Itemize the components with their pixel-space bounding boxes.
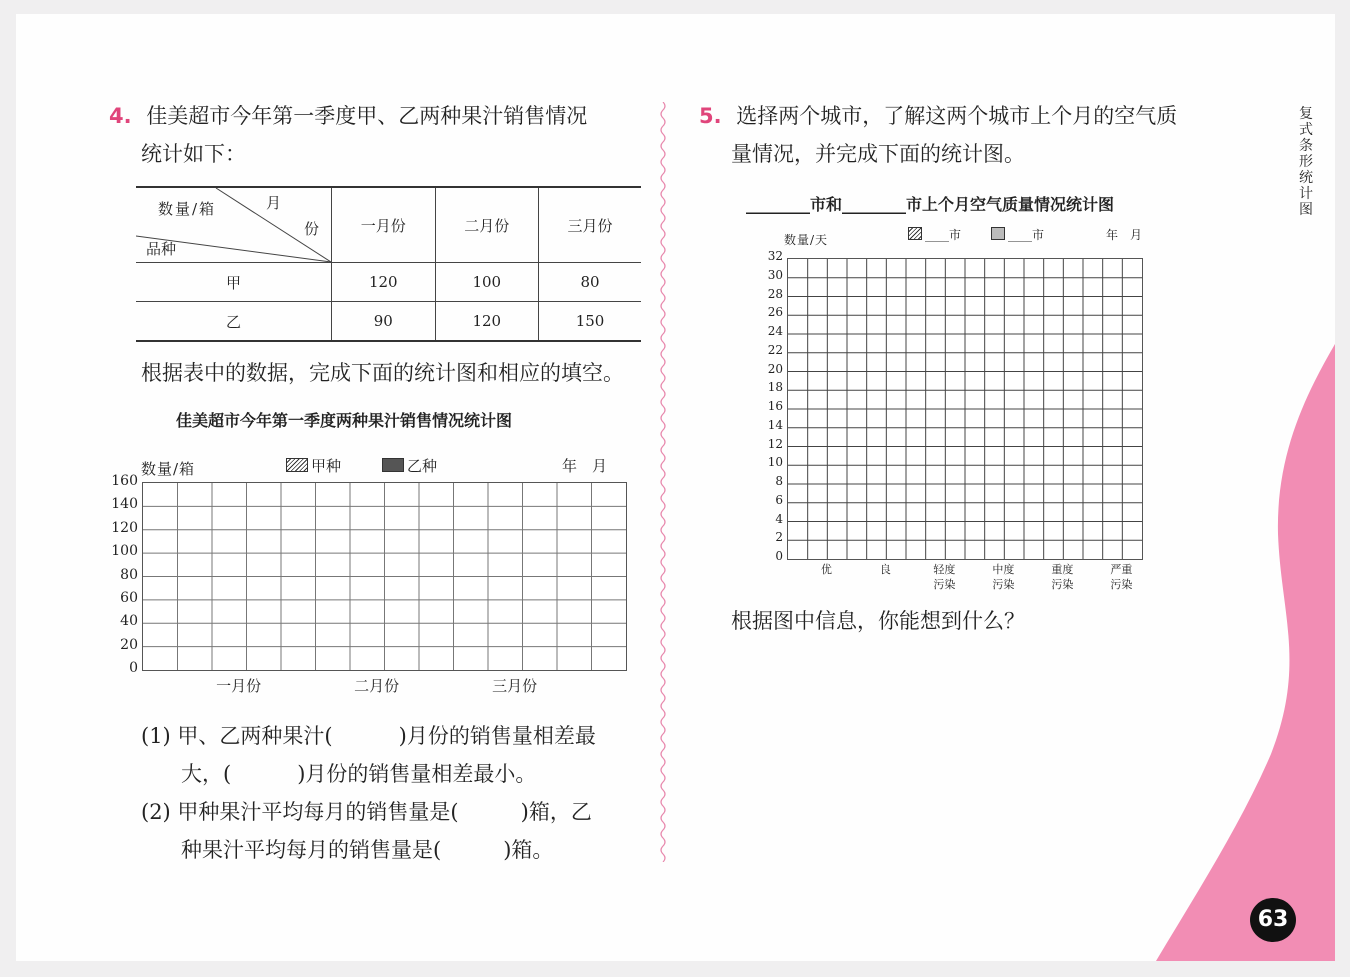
- y-tick-label: 0: [775, 549, 783, 563]
- y-tick-label: 20: [120, 636, 138, 653]
- y-tick-label: 16: [767, 399, 783, 413]
- y-tick-label: 32: [767, 249, 783, 263]
- page-number-badge: 63: [1250, 898, 1296, 942]
- q4-number: 4.: [109, 104, 132, 128]
- q4-sub2-line2: 种果汁平均每月的销售量是( )箱。: [181, 838, 554, 862]
- y-tick-label: 6: [775, 492, 783, 507]
- y-tick-label: 80: [120, 566, 138, 583]
- x-tick-label: 良: [879, 563, 891, 576]
- y-tick-label: 22: [767, 342, 783, 357]
- x-tick-label: 重度 污染: [1051, 563, 1074, 591]
- y-tick-label: 14: [767, 417, 783, 432]
- q5-question: 根据图中信息，你能想到什么？: [731, 609, 1025, 633]
- chart2-legend-2: ____市: [991, 226, 1044, 243]
- table-cell: 100: [435, 263, 539, 302]
- y-tick-label: 2: [775, 530, 783, 545]
- q5-text-line1: 5. 选择两个城市，了解这两个城市上个月的空气质: [699, 104, 1178, 128]
- gray-swatch: [991, 227, 1005, 240]
- y-tick-label: 30: [767, 267, 783, 282]
- chart2-grid[interactable]: [787, 258, 1143, 560]
- table-col-header: 二月份: [435, 187, 539, 263]
- y-tick-label: 60: [120, 589, 138, 606]
- y-tick-label: 24: [767, 324, 783, 338]
- q4-instruction: 根据表中的数据，完成下面的统计图和相应的填空。: [141, 361, 624, 385]
- q4-sub1-line1: (1) 甲、乙两种果汁( )月份的销售量相差最: [141, 724, 596, 748]
- table-row-label: 甲: [136, 263, 332, 302]
- table-col-header: 一月份: [332, 187, 436, 263]
- hatch-swatch: [286, 458, 308, 472]
- x-tick-label: 二月份: [354, 677, 400, 695]
- x-tick-label: 三月份: [492, 677, 538, 695]
- x-tick-label: 轻度 污染: [933, 563, 956, 591]
- chart1-ylabel: 数量/箱: [141, 460, 196, 478]
- y-tick-label: 18: [767, 380, 783, 395]
- table-cell: 150: [539, 302, 641, 342]
- side-title: 复式条形统计图: [1299, 106, 1313, 218]
- y-tick-label: 4: [775, 511, 783, 526]
- y-tick-label: 40: [120, 613, 138, 630]
- y-tick-label: 28: [767, 286, 783, 301]
- q4-sub1-line2: 大，( )月份的销售量相差最小。: [181, 762, 537, 786]
- table-row-label: 乙: [136, 302, 332, 342]
- q4-sub2-line1: (2) 甲种果汁平均每月的销售量是( )箱，乙: [141, 800, 592, 824]
- table-diagonal-header: 月 份 数量/箱 品种: [136, 187, 332, 263]
- hatch-swatch: [908, 227, 922, 240]
- chart1-legend-1: 甲种: [286, 455, 341, 476]
- x-tick-label: 严重 污染: [1110, 563, 1133, 591]
- table-cell: 120: [435, 302, 539, 342]
- y-tick-label: 140: [111, 496, 138, 513]
- page-divider: [656, 102, 670, 862]
- y-tick-label: 0: [129, 660, 138, 676]
- y-tick-label: 8: [775, 474, 783, 488]
- y-tick-label: 100: [111, 543, 138, 560]
- chart2-ylabel: 数量/天: [784, 233, 829, 247]
- q4-text-line1: 4. 佳美超市今年第一季度甲、乙两种果汁销售情况: [109, 104, 588, 128]
- table-cell: 90: [332, 302, 436, 342]
- chart1-title: 佳美超市今年第一季度两种果汁销售情况统计图: [176, 411, 513, 430]
- chart1-legend-2: 乙种: [382, 455, 437, 476]
- q5-text-line2: 量情况，并完成下面的统计图。: [731, 142, 1025, 166]
- q4-text-line2: 统计如下：: [141, 142, 246, 166]
- x-tick-label: 优: [820, 563, 832, 576]
- chart2-legend-1: ____市: [908, 226, 961, 243]
- chart1-grid[interactable]: [142, 482, 627, 671]
- chart2-title: ________市和________市上个月空气质量情况统计图: [746, 195, 1115, 214]
- x-tick-label: 中度 污染: [992, 563, 1015, 591]
- x-tick-label: 一月份: [216, 677, 262, 695]
- chart2-date-label: 年 月: [1106, 228, 1143, 242]
- y-tick-label: 120: [111, 519, 138, 536]
- y-tick-label: 12: [767, 436, 783, 451]
- workbook-page: [16, 14, 1335, 961]
- y-tick-label: 10: [767, 455, 783, 470]
- q4-data-table: [136, 186, 641, 342]
- y-tick-label: 26: [767, 305, 783, 320]
- chart1-date-label: 年 月: [562, 457, 608, 475]
- table-col-header: 三月份: [539, 187, 641, 263]
- dark-swatch: [382, 458, 404, 472]
- y-tick-label: 20: [767, 361, 783, 376]
- q5-number: 5.: [699, 104, 722, 128]
- y-tick-label: 160: [111, 473, 138, 489]
- table-cell: 120: [332, 263, 436, 302]
- table-cell: 80: [539, 263, 641, 302]
